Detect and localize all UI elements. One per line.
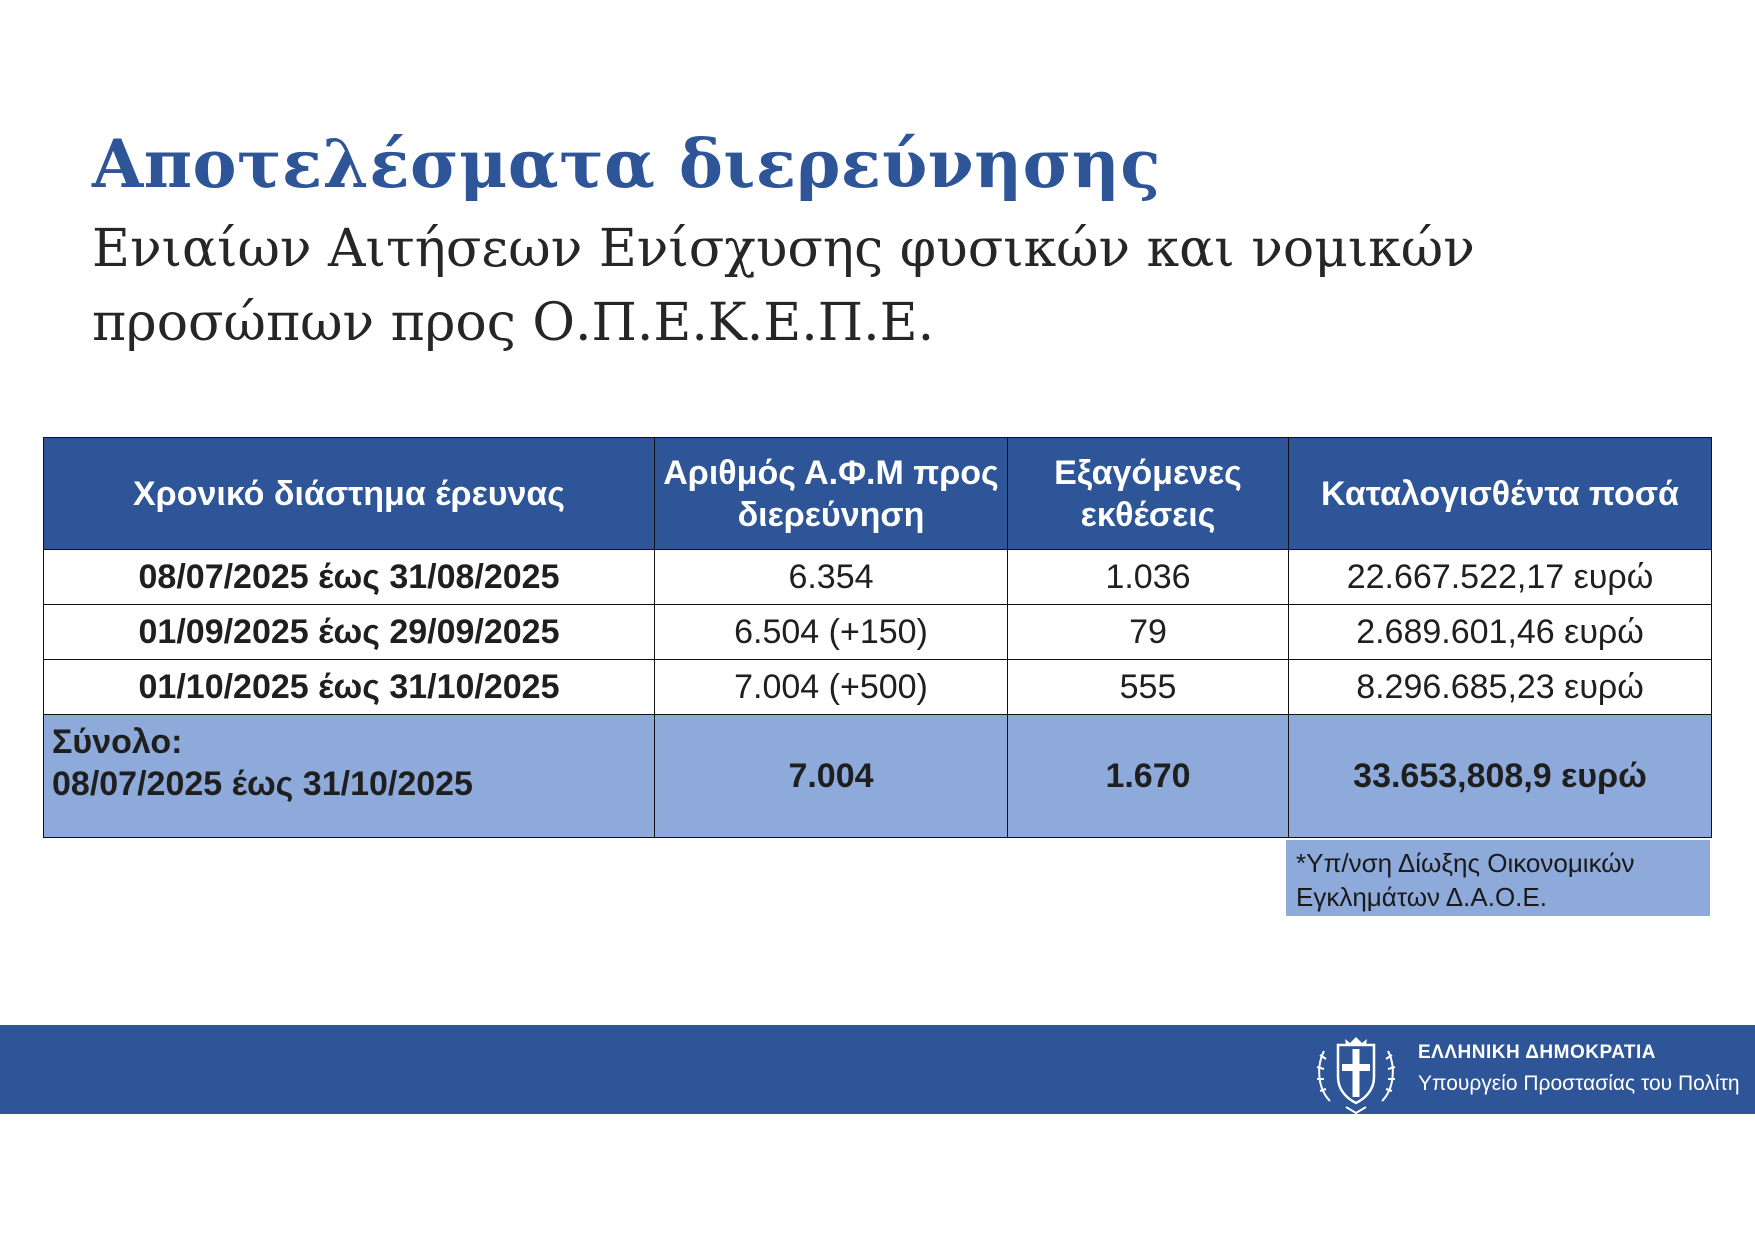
total-afm: 7.004 [655,715,1008,838]
column-header-period: Χρονικό διάστημα έρευνας [44,438,655,550]
footer-ministry: Υπουργείο Προστασίας του Πολίτη [1418,1072,1740,1095]
total-period-cell [44,715,655,838]
page-title: Αποτελέσματα διερεύνησης [92,125,1161,203]
cell-period: 01/10/2025 έως 31/10/2025 [44,660,655,715]
cell-amount: 2.689.601,46 ευρώ [1289,605,1712,660]
results-table [43,437,1712,838]
column-header-afm: Αριθμός Α.Φ.Μ προς διερεύνηση [655,438,1008,550]
table-header-row [44,438,1712,550]
cell-period: 01/09/2025 έως 29/09/2025 [44,605,655,660]
table-row [44,605,1712,660]
cell-reports: 1.036 [1008,550,1289,605]
cell-afm: 7.004 (+500) [655,660,1008,715]
source-note-line2: Εγκλημάτων Δ.Α.Ο.Ε. [1296,882,1547,912]
total-reports: 1.670 [1008,715,1289,838]
greek-coat-of-arms-icon [1312,1027,1400,1115]
cell-reports: 79 [1008,605,1289,660]
table-row [44,660,1712,715]
total-period: 08/07/2025 έως 31/10/2025 [52,765,473,803]
cell-amount: 8.296.685,23 ευρώ [1289,660,1712,715]
source-note [1286,840,1710,916]
total-amount: 33.653,808,9 ευρώ [1289,715,1712,838]
page-subtitle: Ενιαίων Αιτήσεων Ενίσχυσης φυσικών και νομικών προσώπων προς Ο.Π.Ε.Κ.Ε.Π.Ε. [92,219,1475,353]
column-header-reports: Εξαγόμενες εκθέσεις [1008,438,1289,550]
cell-afm: 6.504 (+150) [655,605,1008,660]
cell-afm: 6.354 [655,550,1008,605]
source-note-line1: *Υπ/νση Δίωξης Οικονομικών [1296,848,1635,878]
total-row [44,715,1712,838]
total-label: Σύνολο: [52,723,183,761]
cell-period: 08/07/2025 έως 31/08/2025 [44,550,655,605]
footer-org: ΕΛΛΗΝΙΚΗ ΔΗΜΟΚΡΑΤΙΑ [1418,1042,1656,1063]
table-row [44,550,1712,605]
column-header-amount: Καταλογισθέντα ποσά [1289,438,1712,550]
cell-amount: 22.667.522,17 ευρώ [1289,550,1712,605]
cell-reports: 555 [1008,660,1289,715]
footer-branding [1418,1042,1740,1096]
